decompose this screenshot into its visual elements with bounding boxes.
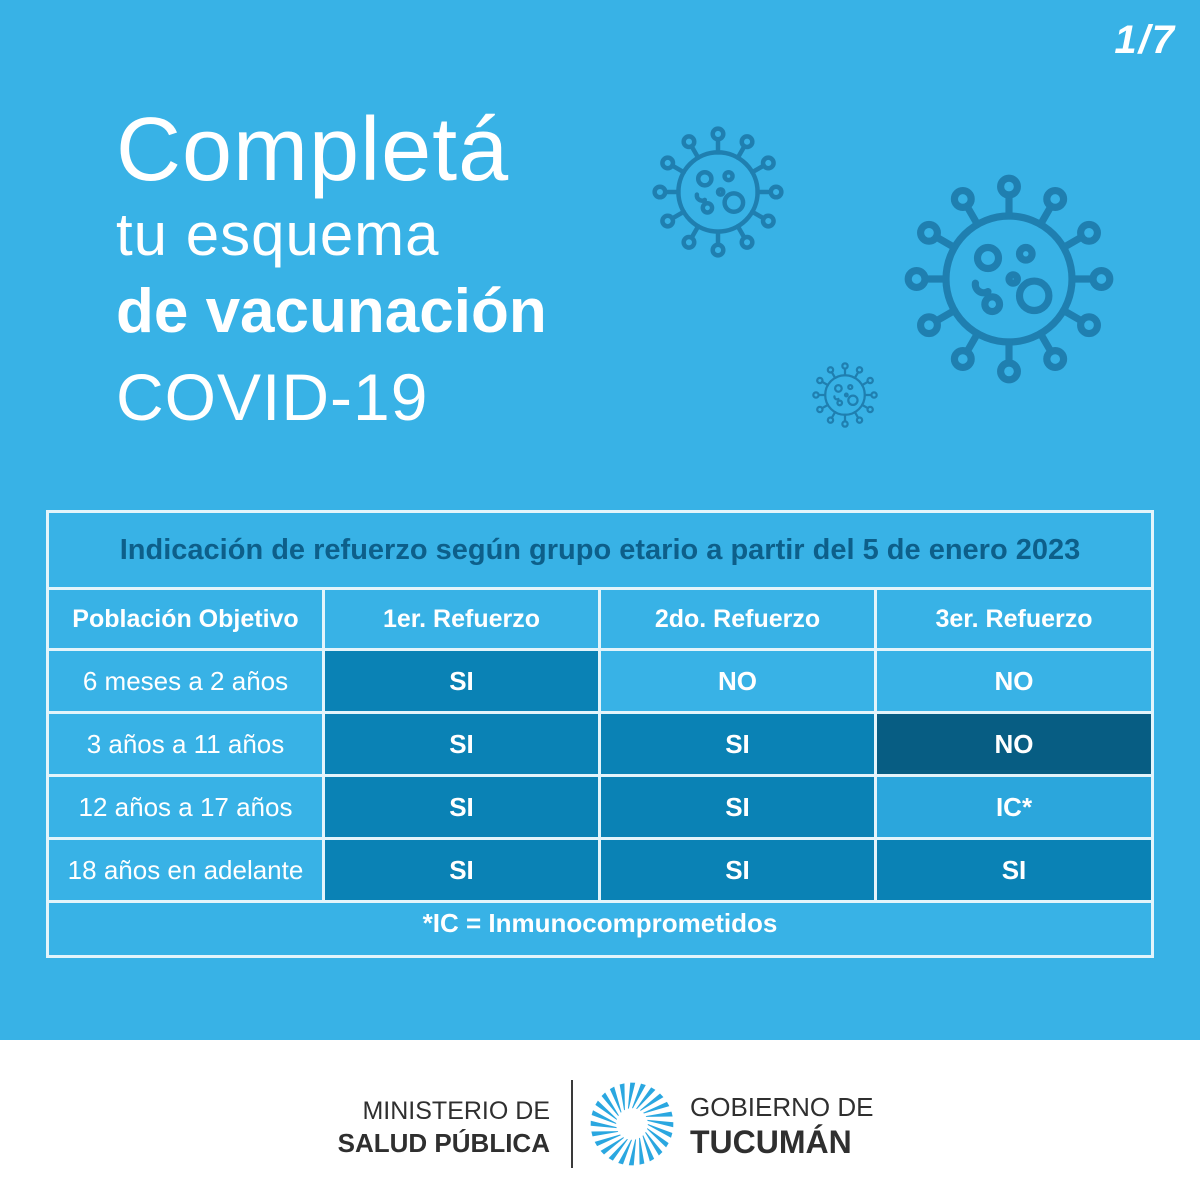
virus-icon xyxy=(652,126,784,258)
table-row xyxy=(49,714,1151,777)
booster-2-cell: SI xyxy=(601,840,877,900)
government-logo-text xyxy=(690,1092,873,1162)
booster-3-cell: NO xyxy=(877,714,1151,774)
age-group-cell: 3 años a 11 años xyxy=(49,714,325,774)
government-line1: GOBIERNO DE xyxy=(690,1092,874,1122)
booster-3-cell: SI xyxy=(877,840,1151,900)
age-group-cell: 12 años a 17 años xyxy=(49,777,325,837)
header-population: Población Objetivo xyxy=(49,590,325,648)
page-indicator: 1/7 xyxy=(1114,18,1176,62)
booster-1-cell: SI xyxy=(325,714,601,774)
ministry-logo-text xyxy=(338,1096,550,1160)
table-row xyxy=(49,651,1151,714)
table-header-row xyxy=(49,590,1151,651)
booster-3-cell: NO xyxy=(877,651,1151,711)
age-group-cell: 18 años en adelante xyxy=(49,840,325,900)
table-title: Indicación de refuerzo según grupo etario a partir del 5 de enero 2023 xyxy=(49,513,1151,590)
ministry-line2: SALUD PÚBLICA xyxy=(337,1128,550,1158)
header-booster-3: 3er. Refuerzo xyxy=(935,604,1093,633)
headline-line4: COVID-19 xyxy=(116,360,429,434)
footer xyxy=(0,1040,1200,1200)
booster-3-cell: IC* xyxy=(877,777,1151,837)
booster-1-cell: SI xyxy=(325,840,601,900)
age-group-cell: 6 meses a 2 años xyxy=(49,651,325,711)
booster-1-cell: SI xyxy=(325,777,601,837)
sun-logo-icon xyxy=(588,1080,676,1168)
table-footnote: *IC = Inmunocomprometidos xyxy=(422,907,778,938)
table-row xyxy=(49,777,1151,840)
virus-icon xyxy=(812,362,878,428)
booster-2-cell: SI xyxy=(601,714,877,774)
booster-table xyxy=(46,510,1154,958)
header-booster-1: 1er. Refuerzo xyxy=(325,590,601,648)
table-grid xyxy=(49,590,1151,903)
headline-line2: tu esquema xyxy=(116,201,440,268)
government-line2: TUCUMÁN xyxy=(690,1124,852,1160)
booster-2-cell: NO xyxy=(601,651,877,711)
booster-2-cell: SI xyxy=(601,777,877,837)
booster-1-cell: SI xyxy=(325,651,601,711)
headline-line3: de vacunación xyxy=(116,277,547,346)
header-booster-2: 2do. Refuerzo xyxy=(601,590,877,648)
ministry-line1: MINISTERIO DE xyxy=(362,1097,550,1125)
logo-divider xyxy=(571,1080,573,1168)
headline-line1: Completá xyxy=(116,100,510,200)
virus-icon xyxy=(904,174,1114,384)
